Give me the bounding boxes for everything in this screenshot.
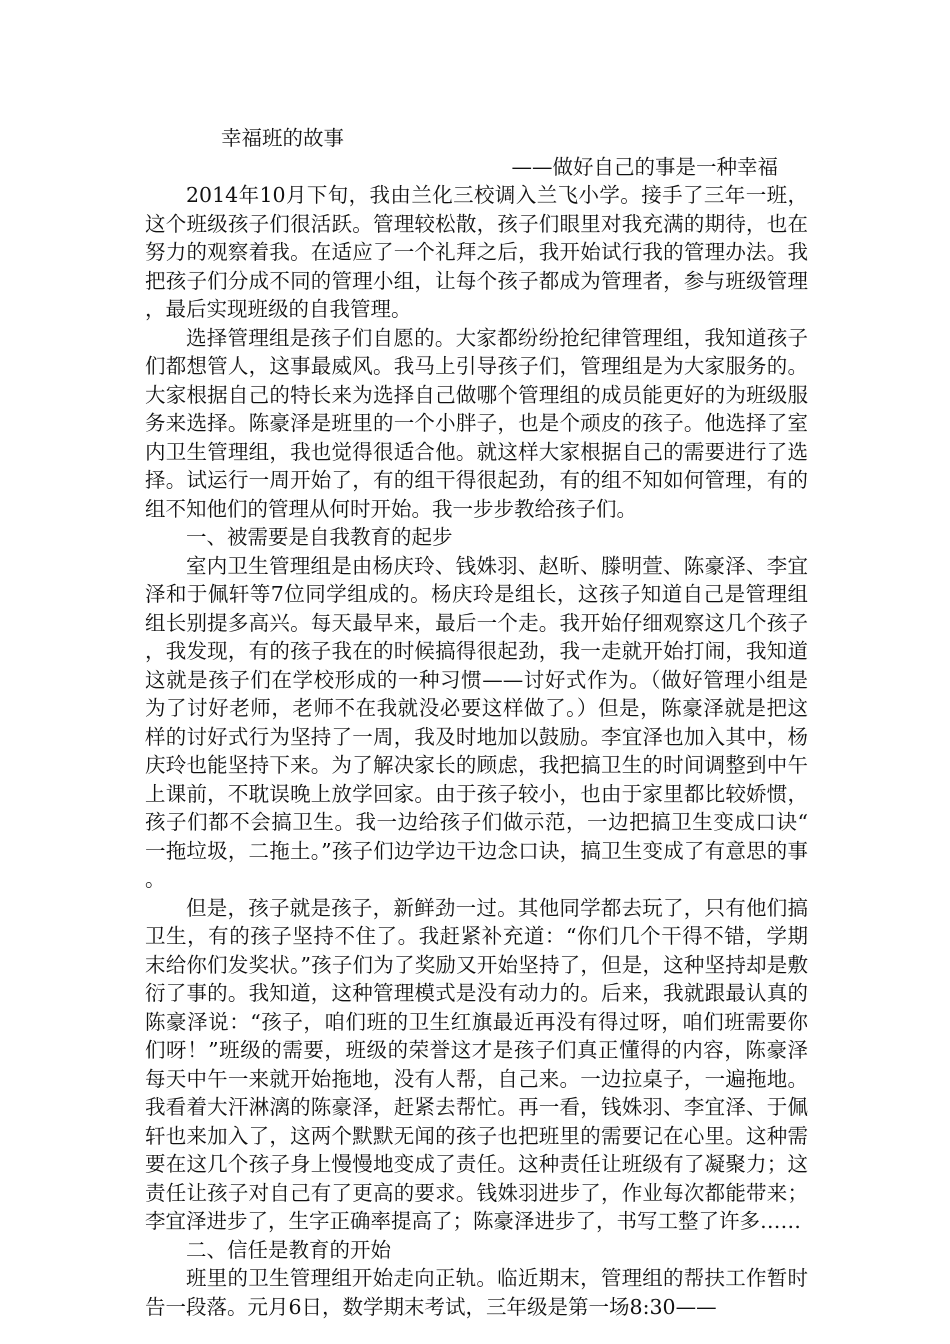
paragraph-intro-1: 2014年10月下旬，我由兰化三校调入兰飞小学。接手了三年一班，这个班级孩子们很活跃。管理较松散，孩子们眼里对我充满的期待，也在努力的观察着我。在适应了一个礼拜之后，我开始试行我的管理办法。我把孩子们分成不同的管理小组，让每个孩子都成为管理者，参与班级管理，最后实现班级的自我管理。 [145,183,808,321]
section-heading-2: 二、信任是教育的开始 [186,1237,391,1262]
document-body [145,124,808,1321]
paragraph-section1-2: 但是，孩子就是孩子，新鲜劲一过。其他同学都去玩了，只有他们搞卫生，有的孩子坚持不住了。我赶紧补充道：“你们几个干得不错，学期末给你们发奖状。”孩子们为了奖励又开始坚持了，但是，这种坚持却是敷衍了事的。我知道，这种管理模式是没有动力的。后来，我就跟最认真的陈豪泽说：“孩子，咱们班的卫生红旗最近再没有得过呀，咱们班需要你们呀！”班级的需要，班级的荣誉这才是孩子们真正懂得的内容，陈豪泽每天中午一来就开始拖地，没有人帮，自己来。一边拉桌子，一遍拖地。我看着大汗淋漓的陈豪泽，赶紧去帮忙。再一看，钱姝羽、李宜泽、于佩轩也来加入了，这两个默默无闻的孩子也把班里的需要记在心里。这种需要在这几个孩子身上慢慢地变成了责任。这种责任让班级有了凝聚力；这责任让孩子对自己有了更高的要求。钱姝羽进步了，作业每次都能带来；李宜泽进步了，生字正确率提高了；陈豪泽进步了，书写工整了许多…… [145,895,808,1233]
document-subtitle: ——做好自己的事是一种幸福 [511,154,778,179]
paragraph-section1-1: 室内卫生管理组是由杨庆玲、钱姝羽、赵昕、滕明萱、陈豪泽、李宜泽和于佩轩等7位同学组成的。杨庆玲是组长，这孩子知道自己是管理组组长别提多高兴。每天最早来，最后一个走。我开始仔细观察这几个孩子，我发现，有的孩子我在的时候搞得很起劲，我一走就开始打闹，我知道这就是孩子们在学校形成的一种习惯——讨好式作为。（做好管理小组是为了讨好老师，老师不在我就没必要这样做了。）但是，陈豪泽就是把这样的讨好式行为坚持了一周，我及时地加以鼓励。李宜泽也加入其中，杨庆玲也能坚持下来。为了解决家长的顾虑，我把搞卫生的时间调整到中午上课前，不耽误晚上放学回家。由于孩子较小，也由于家里都比较娇惯，孩子们都不会搞卫生。我一边给孩子们做示范，一边把搞卫生变成口诀“一拖垃圾，二拖土。”孩子们边学边干边念口诀，搞卫生变成了有意思的事。 [145,553,808,891]
document-title: 幸福班的故事 [221,126,344,150]
section-heading-1: 一、被需要是自我教育的起步 [186,525,453,549]
paragraph-section2-1: 班里的卫生管理组开始走向正轨。临近期末，管理组的帮扶工作暂时告一段落。元月6日，数学期末考试，三年级是第一场8:30—— [145,1266,808,1319]
paragraph-intro-2: 选择管理组是孩子们自愿的。大家都纷纷抢纪律管理组，我知道孩子们都想管人，这事最威风。我马上引导孩子们，管理组是为大家服务的。大家根据自己的特长来为选择自己做哪个管理组的成员能更好的为班级服务来选择。陈豪泽是班里的一个小胖子，也是个顽皮的孩子。他选择了室内卫生管理组，我也觉得很适合他。就这样大家根据自己的需要进行了选择。试运行一周开始了，有的组干得很起劲，有的组不知如何管理，有的组不知他们的管理从何时开始。我一步步教给孩子们。 [145,325,808,521]
